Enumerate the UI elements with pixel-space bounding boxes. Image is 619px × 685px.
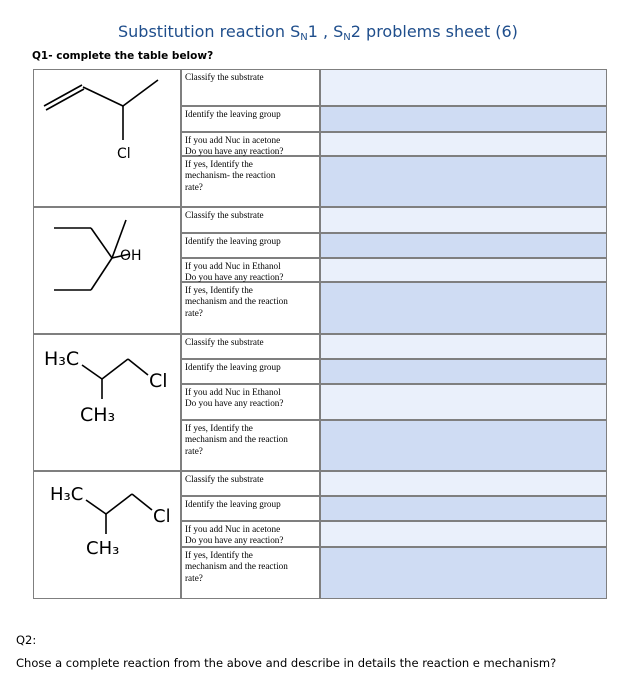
row-2-leaving-label: Identify the leaving group	[181, 233, 320, 258]
row-1-nuc-answer[interactable]	[320, 132, 607, 156]
molecule-3-ch3-label: CH₃	[80, 404, 116, 426]
question-2-text: Chose a complete reaction from the above and describe in details the reaction e mechanism?	[16, 656, 557, 670]
molecule-4-cl-label: Cl	[153, 506, 171, 527]
row-1-leaving-answer[interactable]	[320, 106, 607, 132]
molecule-1-structure	[34, 70, 182, 208]
molecule-cell-3	[33, 334, 181, 471]
row-4-classify-label: Classify the substrate	[181, 471, 320, 496]
row-4-mechanism-label: If yes, Identify the mechanism and the reaction rate?	[181, 547, 320, 599]
row-2-mechanism-label: If yes, Identify the mechanism and the reaction rate?	[181, 282, 320, 334]
row-2-nuc-label: If you add Nuc in Ethanol Do you have any reaction?	[181, 258, 320, 282]
question-1-heading: Q1- complete the table below?	[32, 50, 214, 62]
row-4-leaving-label: Identify the leaving group	[181, 496, 320, 521]
molecule-4-ch3-label: CH₃	[86, 538, 120, 559]
molecule-cell-4	[33, 471, 181, 599]
molecule-2-label: OH	[120, 248, 142, 264]
row-1-mechanism-label: If yes, Identify the mechanism- the reaction rate?	[181, 156, 320, 207]
row-1-mechanism-answer[interactable]	[320, 156, 607, 207]
row-2-mechanism-answer[interactable]	[320, 282, 607, 334]
row-3-mechanism-answer[interactable]	[320, 420, 607, 471]
row-2-classify-label: Classify the substrate	[181, 207, 320, 233]
page-title: Substitution reaction $S_N1$ , $S_N2$ problems sheet (6)	[118, 22, 518, 43]
row-1-classify-answer[interactable]	[320, 69, 607, 106]
row-4-mechanism-answer[interactable]	[320, 547, 607, 599]
molecule-cell-1	[33, 69, 181, 207]
row-3-classify-label: Classify the substrate	[181, 334, 320, 359]
molecule-2-structure	[34, 208, 182, 335]
row-1-nuc-label: If you add Nuc in acetone Do you have any reaction?	[181, 132, 320, 156]
row-1-leaving-label: Identify the leaving group	[181, 106, 320, 132]
molecule-3-structure	[34, 335, 182, 472]
row-3-classify-answer[interactable]	[320, 334, 607, 359]
molecule-4-h3c-label: H₃C	[50, 484, 84, 505]
molecule-cell-2	[33, 207, 181, 334]
row-3-mechanism-label: If yes, Identify the mechanism and the reaction rate?	[181, 420, 320, 471]
row-1-classify-label: Classify the substrate	[181, 69, 320, 106]
molecule-4-structure	[34, 472, 182, 600]
molecule-1-label: Cl	[117, 146, 131, 162]
row-3-leaving-label: Identify the leaving group	[181, 359, 320, 384]
row-2-classify-answer[interactable]	[320, 207, 607, 233]
molecule-3-h3c-label: H₃C	[44, 348, 80, 370]
row-2-leaving-answer[interactable]	[320, 233, 607, 258]
row-3-nuc-label: If you add Nuc in Ethanol Do you have any reaction?	[181, 384, 320, 420]
row-4-leaving-answer[interactable]	[320, 496, 607, 521]
row-2-nuc-answer[interactable]	[320, 258, 607, 282]
row-4-nuc-label: If you add Nuc in acetone Do you have any reaction?	[181, 521, 320, 547]
row-3-leaving-answer[interactable]	[320, 359, 607, 384]
substrate-table	[33, 69, 607, 599]
molecule-3-cl-label: Cl	[149, 370, 168, 392]
question-2-heading: Q2:	[16, 633, 37, 647]
row-3-nuc-answer[interactable]	[320, 384, 607, 420]
row-4-classify-answer[interactable]	[320, 471, 607, 496]
row-4-nuc-answer[interactable]	[320, 521, 607, 547]
